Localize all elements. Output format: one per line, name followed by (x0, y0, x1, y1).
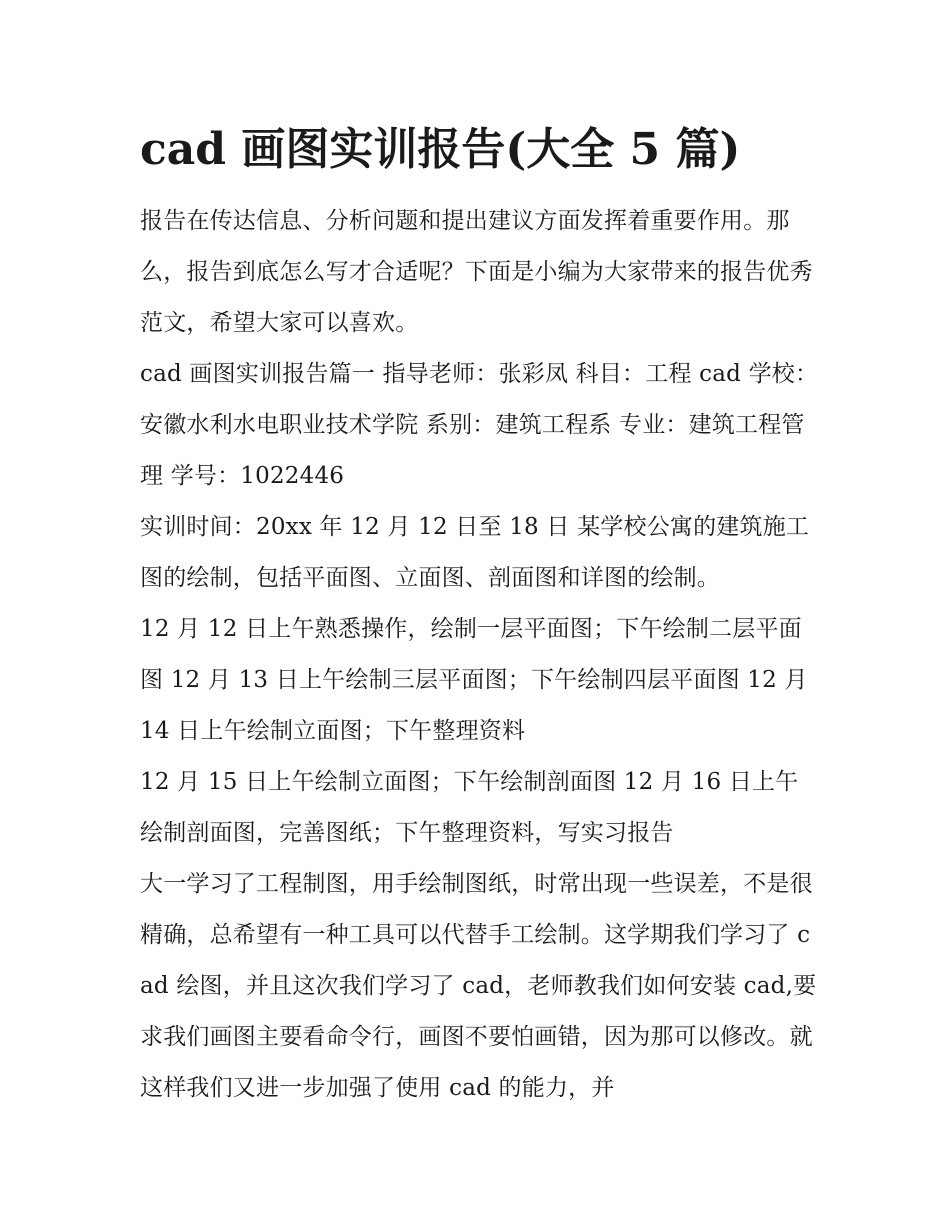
paragraph-intro: 报告在传达信息、分析问题和提出建议方面发挥着重要作用。那么，报告到底怎么写才合适呢？下面是小编为大家带来的报告优秀范文，希望大家可以喜欢。 (140, 208, 813, 336)
paragraph-schedule-1: 12 月 12 日上午熟悉操作，绘制一层平面图；下午绘制二层平面图 12 月 13 日上午绘制三层平面图；下午绘制四层平面图 12 月 14 日上午绘制立面图；下午整理资料 (140, 616, 808, 744)
paragraph-report-info: cad 画图实训报告篇一 指导老师：张彩凤 科目：工程 cad 学校：安徽水利水电职业技术学院 系别：建筑工程系 专业：建筑工程管理 学号：1022446 (140, 361, 819, 489)
paragraph-training-time: 实训时间：20xx 年 12 月 12 日至 18 日 某学校公寓的建筑施工图的绘制，包括平面图、立面图、剖面图和详图的绘制。 (140, 514, 810, 591)
paragraph-reflection: 大一学习了工程制图，用手绘制图纸，时常出现一些误差，不是很精确，总希望有一种工具可以代替手工绘制。这学期我们学习了 cad 绘图，并且这次我们学习了 cad，老师教我们如何安装 cad,要求我们画图主要看命令行，画图不要怕画错，因为那可以修改。就这样我们又进一步加强了使用 cad 的能力，并 (140, 871, 817, 1101)
document-title: cad 画图实训报告(大全 5 篇) (140, 124, 741, 175)
document-body (140, 118, 820, 1114)
paragraph-schedule-2: 12 月 15 日上午绘制立面图；下午绘制剖面图 12 月 16 日上午绘制剖面图，完善图纸；下午整理资料，写实习报告 (140, 769, 799, 846)
